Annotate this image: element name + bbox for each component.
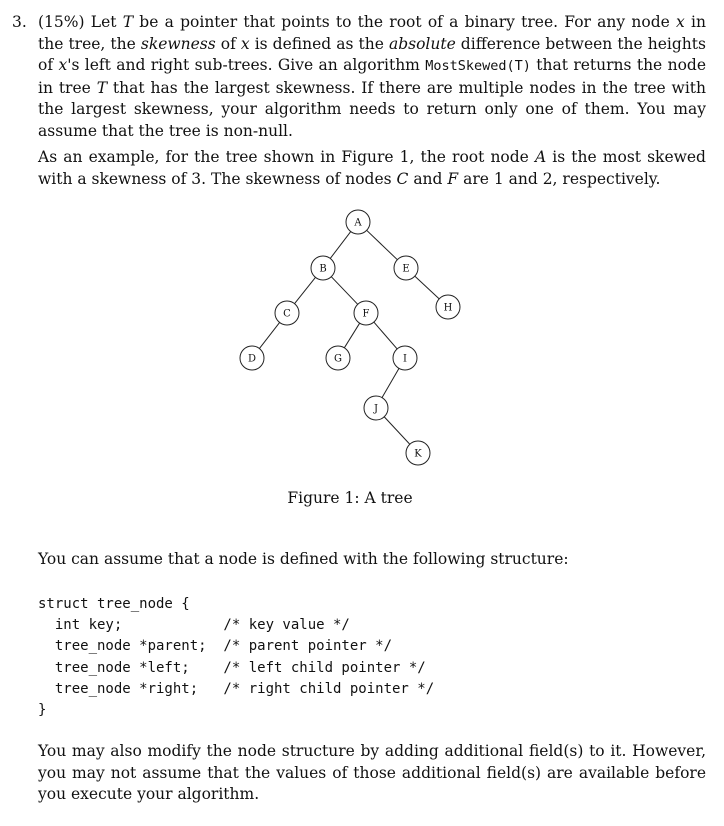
- text-run: that has the largest skewness. If there are multiple nodes in the tree with the largest skewness, your algorithm needs to return only one of them. You may assume that the tree is non-null.: [38, 78, 706, 140]
- tree-node-label: A: [354, 217, 362, 229]
- tree-edge-I-J: [382, 368, 399, 397]
- tree-edge-F-G: [344, 323, 359, 348]
- text-run: and: [408, 169, 448, 188]
- tree-edge-E-H: [415, 276, 439, 299]
- tree-node-label: B: [319, 263, 327, 275]
- tree-edge-B-C: [294, 277, 315, 303]
- text-run: difference between the heights of: [38, 34, 706, 75]
- code-line: tree_node *left; /* left child pointer */: [38, 659, 426, 676]
- tree-edge-F-I: [374, 322, 397, 349]
- text-run: As an example, for the tree shown in Figure 1, the root node: [38, 148, 535, 166]
- tree-node-F: [354, 301, 378, 325]
- code-line: int key; /* key value */: [38, 617, 350, 634]
- math-T: T: [96, 78, 108, 97]
- tree-node-label: J: [373, 403, 379, 415]
- math-x: x: [240, 34, 250, 53]
- tree-edge-A-E: [367, 230, 398, 259]
- code-line: }: [38, 702, 47, 719]
- term-absolute: absolute: [388, 34, 456, 53]
- tree-node-A: [346, 210, 370, 234]
- tree-node-label: K: [414, 448, 422, 460]
- text-run: be a pointer that points to the root of a binary tree. For any node: [133, 13, 677, 31]
- function-name: MostSkewed(T): [425, 58, 531, 75]
- text-run: are 1 and 2, respectively.: [458, 169, 661, 188]
- tree-node-label: C: [283, 308, 291, 320]
- tree-node-J: [364, 396, 388, 420]
- struct-code-block: [38, 594, 434, 721]
- code-line: tree_node *right; /* right child pointer */: [38, 680, 435, 697]
- term-skewness: skewness: [140, 34, 216, 53]
- tree-node-label: I: [403, 353, 407, 365]
- tree-edge-A-B: [330, 232, 350, 259]
- tree-node-B: [311, 256, 335, 280]
- tree-node-D: [240, 346, 264, 370]
- tree-node-C: [275, 301, 299, 325]
- math-A: A: [534, 148, 547, 166]
- tree-node-E: [394, 256, 418, 280]
- binary-tree-figure: [225, 205, 475, 470]
- math-C: C: [396, 169, 409, 188]
- tree-edge-J-K: [384, 417, 410, 444]
- tree-node-label: G: [334, 353, 342, 365]
- tree-node-I: [393, 346, 417, 370]
- tree-node-label: E: [402, 263, 410, 275]
- structure-intro: You can assume that a node is defined with the following structure:: [38, 550, 569, 568]
- tree-node-K: [406, 441, 430, 465]
- math-x: x: [676, 13, 685, 31]
- tree-node-label: H: [443, 302, 453, 314]
- code-line: tree_node *parent; /* parent pointer */: [38, 638, 393, 655]
- text-run: that returns the node in tree: [38, 56, 706, 97]
- math-x: x: [58, 56, 68, 75]
- text-run: in the tree, the: [38, 13, 706, 53]
- code-line: struct tree_node {: [38, 596, 190, 612]
- math-F: F: [447, 169, 459, 188]
- question-number: 3.: [12, 13, 27, 31]
- tree-edge-C-D: [259, 322, 279, 348]
- tree-node-label: D: [247, 353, 257, 365]
- closing-paragraph: You may also modify the node structure by adding additional field(s) to it. However, you may not assume that the values of those additional field(s) are available before you execute your algorithm.: [38, 742, 706, 804]
- problem-statement: [38, 12, 706, 143]
- tree-node-label: F: [362, 308, 370, 320]
- tree-edge-B-F: [331, 277, 357, 305]
- text-run: is defined as the: [249, 34, 389, 53]
- math-T: T: [122, 13, 134, 31]
- tree-node-H: [436, 295, 460, 319]
- tree-node-G: [326, 346, 350, 370]
- text-run: 's left and right sub-trees. Give an algorithm: [67, 56, 426, 75]
- figure-caption: Figure 1: A tree: [287, 489, 413, 507]
- example-paragraph: [38, 147, 706, 190]
- text-run: (15%) Let: [38, 13, 123, 31]
- text-run: of: [215, 34, 241, 53]
- text-run: is the most skewed with a skewness of 3. The skewness of nodes: [38, 148, 706, 188]
